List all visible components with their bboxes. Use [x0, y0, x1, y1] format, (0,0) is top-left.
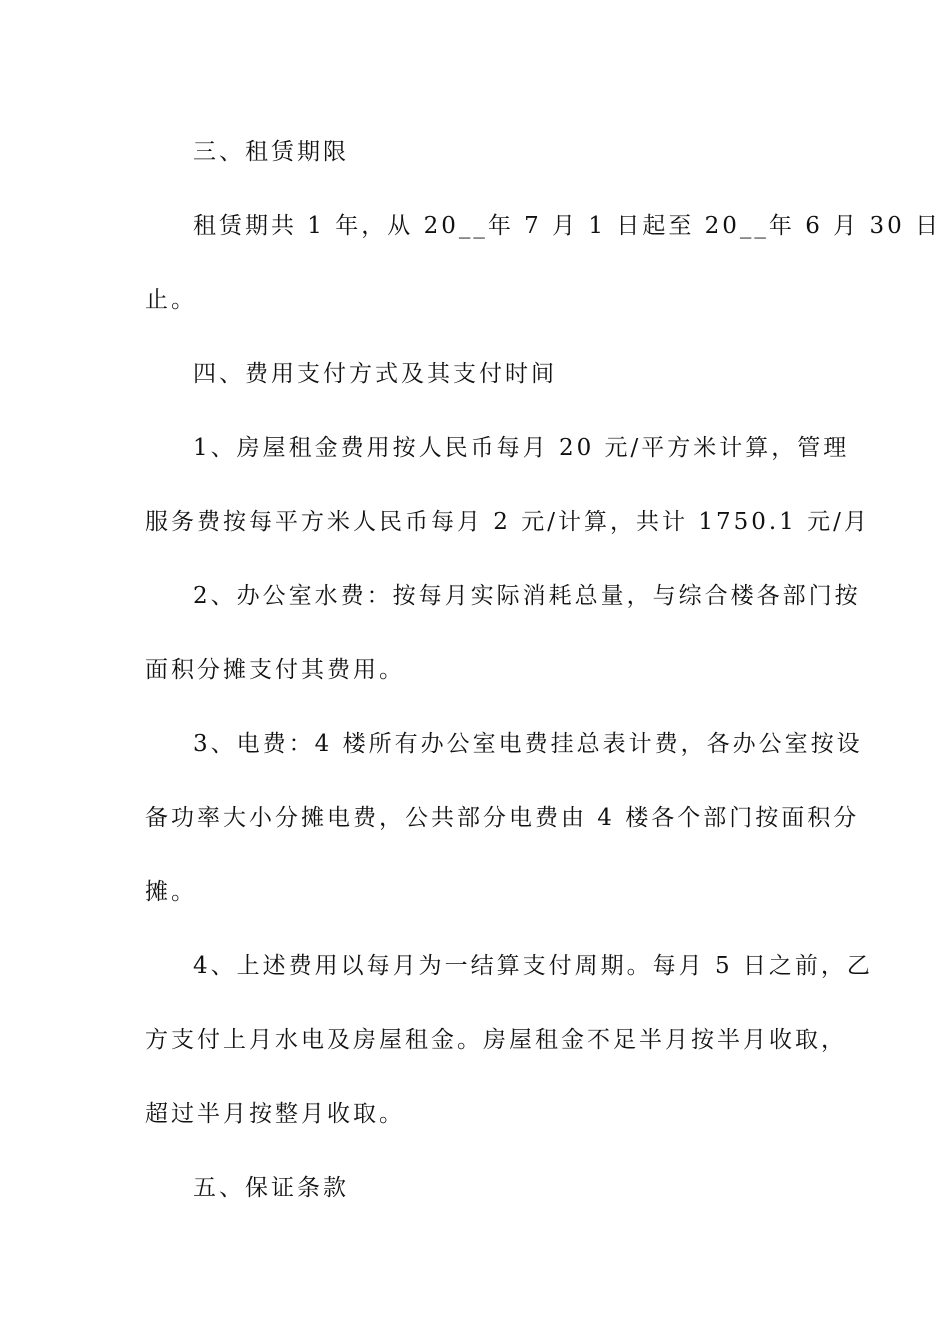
section-heading-lease-term: 三、租赁期限: [193, 139, 349, 165]
paragraph-line: 4、上述费用以每月为一结算支付周期。每月 5 日之前，乙: [193, 953, 873, 979]
section-heading-payment: 四、费用支付方式及其支付时间: [193, 361, 557, 387]
paragraph-line: 摊。: [145, 879, 197, 905]
paragraph-line: 备功率大小分摊电费，公共部分电费由 4 楼各个部门按面积分: [145, 805, 860, 831]
paragraph-line: 3、电费：4 楼所有办公室电费挂总表计费，各办公室按设: [193, 731, 863, 757]
paragraph-line: 面积分摊支付其费用。: [145, 657, 405, 683]
paragraph-line: 2、办公室水费：按每月实际消耗总量，与综合楼各部门按: [193, 583, 861, 609]
paragraph-line: 租赁期共 1 年，从 20__年 7 月 1 日起至 20__年 6 月 30 日: [193, 213, 942, 239]
paragraph-line: 1、房屋租金费用按人民币每月 20 元/平方米计算，管理: [193, 435, 850, 461]
paragraph-line: 超过半月按整月收取。: [145, 1101, 405, 1127]
paragraph-line: 方支付上月水电及房屋租金。房屋租金不足半月按半月收取，: [145, 1027, 847, 1053]
section-heading-guarantee: 五、保证条款: [193, 1175, 349, 1201]
paragraph-line: 止。: [145, 287, 197, 313]
paragraph-line: 服务费按每平方米人民币每月 2 元/计算，共计 1750.1 元/月: [145, 509, 870, 535]
